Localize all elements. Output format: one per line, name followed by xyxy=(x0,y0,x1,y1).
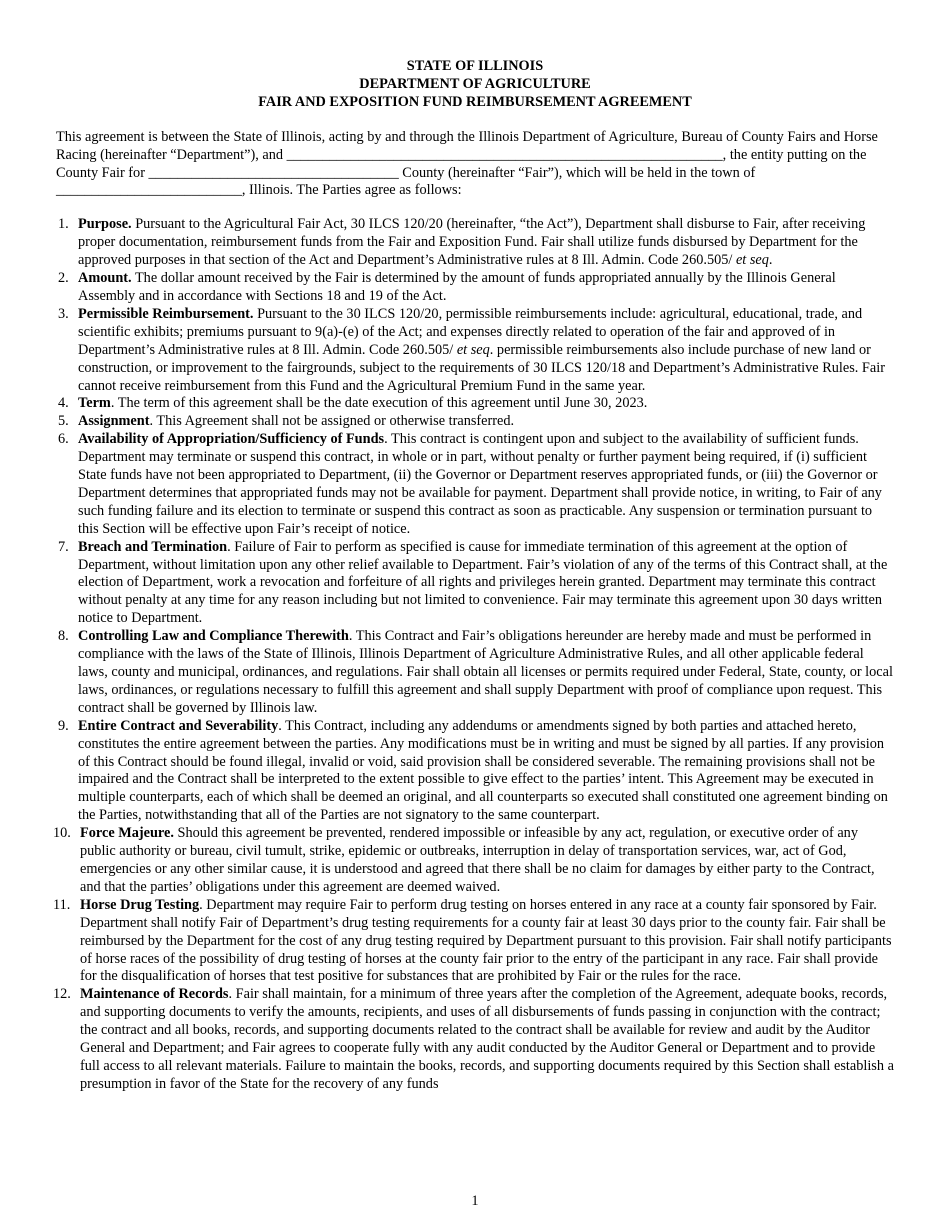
intro-paragraph: This agreement is between the State of Illinois, acting by and through the Illinois Department of Agriculture, Bureau of County Fairs and Horse Racing (hereinafter “Department”), and _____________________________________________________________, the entity putting on the County Fair for ___________________________________ County (hereinafter “Fair”), which will be held in the town of __________________________, Illinois. The Parties agree as follows: xyxy=(56,128,878,199)
clause-title: Controlling Law and Compliance Therewith xyxy=(78,628,349,645)
clause-number: 4. xyxy=(58,395,69,412)
clause-number: 9. xyxy=(58,717,69,734)
header-agreement-title: FAIR AND EXPOSITION FUND REIMBURSEMENT AGREEMENT xyxy=(258,93,692,110)
clause-availability-of-funds xyxy=(56,431,894,538)
clause-title: Purpose. xyxy=(78,216,132,233)
clause-tail: . xyxy=(768,252,773,269)
clause-number: 11. xyxy=(53,896,71,913)
clause-title: Availability of Appropriation/Sufficiency of Funds xyxy=(78,431,385,448)
clause-term xyxy=(56,395,894,413)
clause-text: . This Agreement shall not be assigned or otherwise transferred. xyxy=(149,413,515,430)
clause-text: . This Contract and Fair’s obligations hereunder are hereby made and must be performed in compliance with the laws of the State of Illinois, Illinois Department of Agriculture Administrative Rules, and all other applicable federal laws, county and municipal, ordinances, and regulations. Fair shall obtain all licenses or permits required under Federal, State, county, or local laws, ordinances, or regulations necessary to fulfill this agreement and shall supply Department with proof of compliance upon request. This contract shall be governed by Illinois law. xyxy=(78,628,893,716)
clause-tail: . permissible reimbursements also include purchase of new land or construction, or improvement to the fairgrounds, subject to the requirements of 30 ILCS 120/18 and Department’s Administrative Rules. Fair cannot receive reimbursement from this Fund and the Agricultural Premium Fund in the same year. xyxy=(78,341,885,394)
clause-force-majeure xyxy=(53,825,894,897)
clause-title: Force Majeure. xyxy=(80,825,174,842)
document-header xyxy=(56,58,894,112)
clause-title: Entire Contract and Severability xyxy=(78,717,279,734)
clause-number: 8. xyxy=(58,628,69,645)
clause-horse-drug-testing xyxy=(53,896,894,987)
clause-breach-and-termination xyxy=(56,539,894,629)
clause-controlling-law xyxy=(56,628,894,718)
clause-text: . Fair shall maintain, for a minimum of three years after the completion of the Agreement, adequate books, records, and supporting documents to verify the amounts, recipients, and uses of all disbursements of funds passing in conjunction with the contract; the contract and all books, records, and supporting documents related to the contract shall be available for review and audit by the Auditor General and Department; and Fair agrees to cooperate fully with any audit conducted by the Auditor General or Department and to provide full access to all relevant materials. Failure to maintain the books, records, and supporting documents required by this Section shall establish a presumption in favor of the State for the recovery of any funds xyxy=(80,986,894,1092)
clause-purpose xyxy=(56,216,894,270)
clause-title: Assignment xyxy=(78,413,150,430)
clause-permissible-reimbursement xyxy=(56,306,894,396)
clause-number: 10. xyxy=(53,825,71,842)
clause-number: 5. xyxy=(58,413,69,430)
clause-text: Pursuant to the Agricultural Fair Act, 30 ILCS 120/20 (hereinafter, “the Act”), Department shall disburse to Fair, after receiving proper documentation, reimbursement funds from the Fair and Exposition Fund. Fair shall utilize funds disbursed by Department for the approved purposes in that section of the Act and Department’s Administrative rules at 8 Ill. Admin. Code 260.505/ xyxy=(78,216,866,269)
clause-number: 12. xyxy=(53,986,71,1003)
clause-text: . This Contract, including any addendums or amendments signed by both parties and attached hereto, constitutes the entire agreement between the parties. Any modifications must be in writing and must be signed by all parties. If any provision of this Contract should be found illegal, invalid or void, said provision shall be considered severable. The remaining provisions shall not be impaired and the Contract shall be interpreted to the extent possible to give effect to the parties’ intent. This Agreement may be executed in multiple counterparts, each of which shall be deemed an original, and all counterparts so executed shall constituted one agreement binding on the Parties, notwithstanding that all of the Parties are not signatory to the same counterpart. xyxy=(78,717,888,824)
clause-list xyxy=(53,216,894,1093)
clause-amount xyxy=(56,270,894,306)
clause-number: 3. xyxy=(58,305,69,322)
clause-title: Amount. xyxy=(78,270,132,287)
header-state: STATE OF ILLINOIS xyxy=(406,58,544,74)
clause-text: Should this agreement be prevented, rendered impossible or infeasible by any act, regulation, or executive order of any public authority or bureau, civil tumult, strike, epidemic or outbreaks, interruption in delay of transportation services, war, act of God, emergencies or any other similar cause, it is understood and agreed that there shall be no claim for damages by either party to the Contract, and that the parties’ obligations under this agreement are deemed waived. xyxy=(80,825,875,895)
clause-number: 1. xyxy=(58,216,69,233)
clause-assignment xyxy=(56,413,894,431)
page-number: 1 xyxy=(471,1193,479,1209)
clause-title: Permissible Reimbursement. xyxy=(78,305,254,322)
clause-maintenance-of-records xyxy=(53,986,894,1093)
clause-number: 7. xyxy=(58,538,69,555)
header-department: DEPARTMENT OF AGRICULTURE xyxy=(359,75,591,92)
clause-number: 6. xyxy=(58,431,69,448)
clause-text: . This contract is contingent upon and subject to the availability of sufficient funds. Department may terminate or suspend this contract, in whole or in part, without penalty or further payment being required, if (i) sufficient State funds have not been appropriated to Department, (ii) the Governor or Department reserves appropriated funds, or (iii) the Governor or Department determines that appropriated funds may not be available for payment. Department shall provide notice, in writing, to Fair of any such funding failure and its election to terminate or suspend this contract as soon as practicable. Any suspension or termination pursuant to this Section will be effective upon Fair’s receipt of notice. xyxy=(78,431,882,537)
clause-text: Pursuant to the 30 ILCS 120/20, permissible reimbursements include: agricultural, educational, trade, and scientific exhibits; premiums pursuant to 9(a)-(e) of the Act; and expenses directly related to operation of the fair and approved of in Department’s Administrative rules at 8 Ill. Admin. Code 260.505/ xyxy=(78,305,863,358)
clause-text: . The term of this agreement shall be the date execution of this agreement until June 30, 2023. xyxy=(110,395,648,412)
clause-title: Horse Drug Testing xyxy=(80,896,200,913)
clause-title: Maintenance of Records xyxy=(80,986,229,1003)
clause-number: 2. xyxy=(58,270,69,287)
clause-text: . Department may require Fair to perform drug testing on horses entered in any race at a county fair sponsored by Fair. Department shall notify Fair of Department’s drug testing requirements for a county fair at least 30 days prior to the county fair. Fair shall be reimbursed by the Department for the cost of any drug testing required by Department pursuant to this provision. Fair shall notify participants of horse races of the possibility of drug testing of horses at the county fair prior to the entry of the participant in any race. Fair shall provide for the disqualification of horses that test positive for substances that are prohibited by Fair or the rules for the race. xyxy=(80,896,892,985)
clause-text: . Failure of Fair to perform as specified is cause for immediate termination of this agreement at the option of Department, without limitation upon any other relief available to Department. Fair’s violation of any of the terms of this Contract shall, at the election of Department, work a revocation and forfeiture of all rights and privileges herein granted. Department may terminate this contract without penalty at any time for any reason including but not limited to convenience. Fair may terminate this agreement upon 30 days written notice to Department. xyxy=(78,538,888,627)
clause-italic: et seq xyxy=(735,252,769,269)
clause-italic: et seq xyxy=(456,341,490,358)
clause-title: Breach and Termination xyxy=(78,538,228,555)
clause-text: The dollar amount received by the Fair is determined by the amount of funds appropriated annually by the Illinois General Assembly and in accordance with Sections 18 and 19 of the Act. xyxy=(78,270,836,304)
clause-title: Term xyxy=(78,395,111,412)
clause-entire-contract xyxy=(56,718,894,825)
